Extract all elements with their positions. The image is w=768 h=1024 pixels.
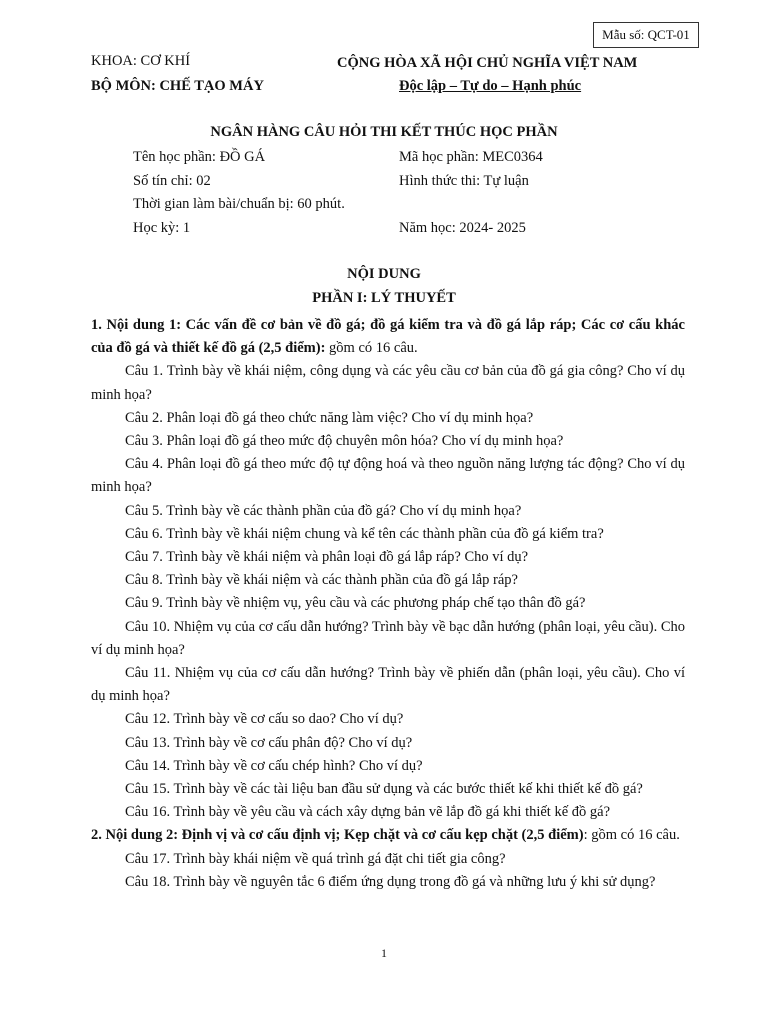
form-code-box: Mẫu số: QCT-01 [593,22,699,48]
question-item: Câu 11. Nhiệm vụ của cơ cấu dẫn hướng? Trình bày về phiến dẫn (phân loại, yêu cầu). Cho ví dụ minh họa? [91,665,685,705]
section-count: : gồm có 16 câu. [583,827,680,844]
question-item: Câu 16. Trình bày về yêu cầu và cách xây dựng bản vẽ lắp đồ gá khi thiết kế đồ gá? [125,804,611,821]
credits: Số tín chỉ: 02 [133,173,211,189]
section-heading-bold: 1. Nội dung 1: Các vấn đề cơ bản về đồ gá; đồ gá kiểm tra và đồ gá lắp ráp; Các cơ cấu khác của đồ gá và thiết kế đồ gá (2,5 điểm): [91,317,685,357]
course-code: Mã học phần: MEC0364 [399,149,543,165]
question-item: Câu 18. Trình bày về nguyên tắc 6 điểm ứng dụng trong đồ gá và những lưu ý khi sử dụng? [125,873,656,890]
section-heading-bold: 2. Nội dung 2: Định vị và cơ cấu định vị; Kẹp chặt và cơ cấu kẹp chặt (2,5 điểm) [91,827,584,844]
question-item: Câu 8. Trình bày về khái niệm và các thành phần của đồ gá lắp ráp? [125,572,518,589]
question-item: Câu 2. Phân loại đồ gá theo chức năng làm việc? Cho ví dụ minh họa? [125,409,534,426]
question-item: Câu 3. Phân loại đồ gá theo mức độ chuyên môn hóa? Cho ví dụ minh họa? [125,433,564,450]
question-item: Câu 15. Trình bày về các tài liệu ban đầu sử dụng và các bước thiết kế khi thiết kế đồ gá? [125,781,643,798]
question-item: Câu 9. Trình bày về nhiệm vụ, yêu cầu và các phương pháp chế tạo thân đồ gá? [125,595,586,612]
question-item: Câu 10. Nhiệm vụ của cơ cấu dẫn hướng? Trình bày về bạc dẫn hướng (phân loại, yêu cầu). Cho ví dụ minh họa? [91,618,685,658]
part-title: PHẦN I: LÝ THUYẾT [312,290,456,306]
exam-duration: Thời gian làm bài/chuẩn bị: 60 phút. [133,196,345,212]
question-item: Câu 4. Phân loại đồ gá theo mức độ tự động hoá và theo nguồn năng lượng tác động? Cho ví dụ minh họa? [91,456,685,496]
page-number: 1 [381,946,387,960]
document-title: NGÂN HÀNG CÂU HỎI THI KẾT THÚC HỌC PHẦN [210,124,558,140]
question-item: Câu 5. Trình bày về các thành phần của đồ gá? Cho ví dụ minh họa? [125,502,522,519]
course-name: Tên học phần: ĐỒ GÁ [133,149,266,165]
content-title: NỘI DUNG [347,266,421,282]
question-item: Câu 1. Trình bày về khái niệm, công dụng và các yêu cầu cơ bản của đồ gá gia công? Cho ví dụ minh họa? [91,363,685,403]
question-item: Câu 12. Trình bày về cơ cấu so dao? Cho ví dụ? [125,711,404,728]
section-heading [91,314,685,360]
section-count: gồm có 16 câu. [325,340,418,357]
department-label: BỘ MÔN: CHẾ TẠO MÁY [91,78,264,94]
exam-format: Hình thức thi: Tự luận [399,173,529,189]
national-motto: Độc lập – Tự do – Hạnh phúc [399,78,582,94]
faculty-label: KHOA: CƠ KHÍ [91,53,191,69]
question-item: Câu 6. Trình bày về khái niệm chung và kể tên các thành phần của đồ gá kiểm tra? [125,525,604,542]
semester: Học kỳ: 1 [133,220,191,236]
question-item: Câu 14. Trình bày về cơ cấu chép hình? Cho ví dụ? [125,757,423,774]
question-item: Câu 7. Trình bày về khái niệm và phân loại đồ gá lắp ráp? Cho ví dụ? [125,549,529,566]
question-list [91,314,685,894]
country-name: CỘNG HÒA XÃ HỘI CHỦ NGHĨA VIỆT NAM [337,55,638,71]
school-year: Năm học: 2024- 2025 [399,220,526,236]
question-item: Câu 17. Trình bày khái niệm về quá trình gá đặt chi tiết gia công? [125,850,506,867]
section-heading [91,824,685,847]
question-item: Câu 13. Trình bày về cơ cấu phân độ? Cho ví dụ? [125,734,413,751]
